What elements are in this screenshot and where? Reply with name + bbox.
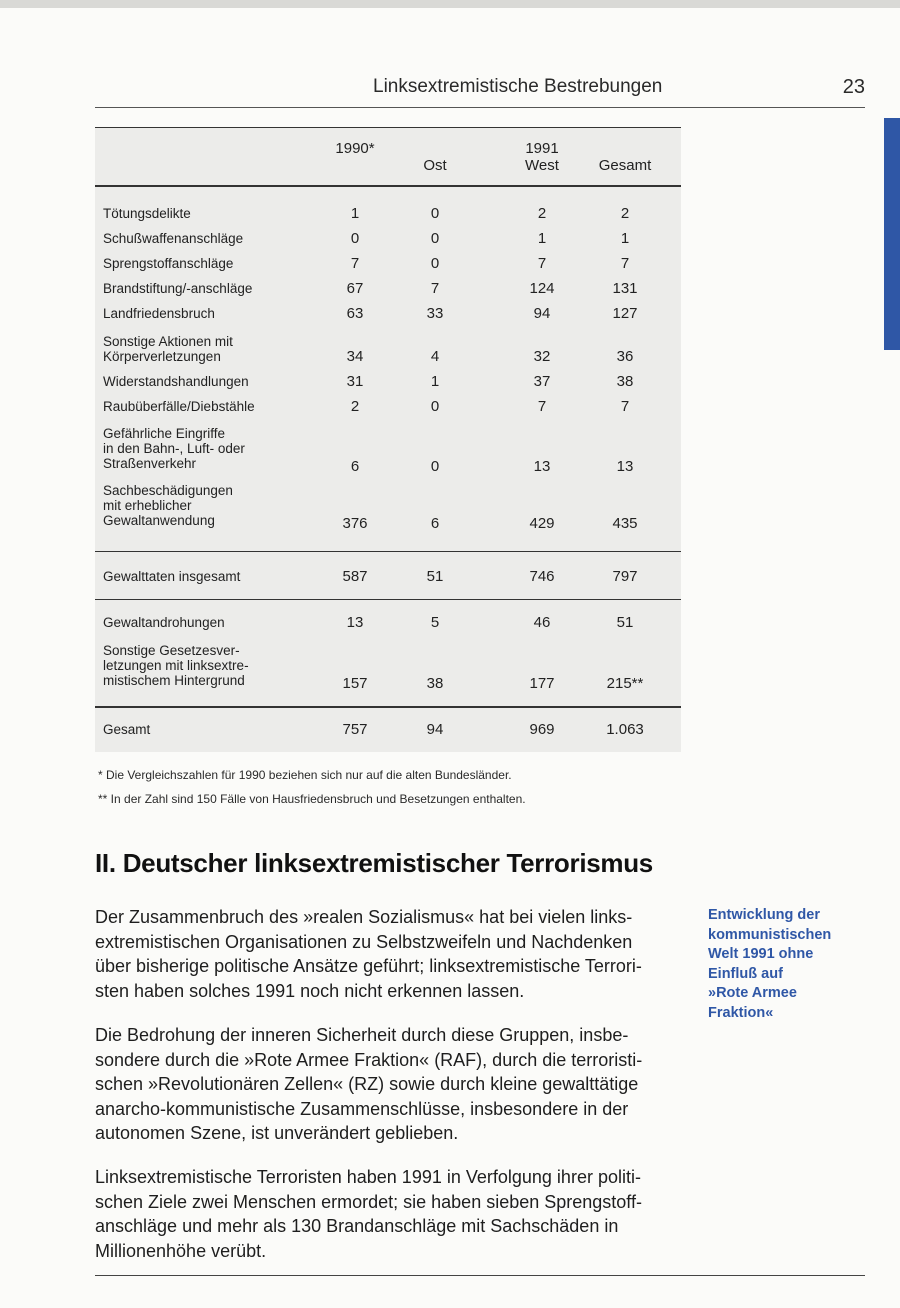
cell-ost: 0 [430, 230, 440, 247]
cell-gesamt: 51 [616, 614, 634, 631]
cell-1990: 63 [346, 305, 364, 322]
header-1990: 1990* [335, 140, 375, 157]
cell-ost: 4 [430, 348, 440, 365]
cell-gesamt: 131 [612, 280, 638, 297]
row-label: Gewaltandrohungen [103, 615, 225, 630]
statistics-table [95, 127, 681, 752]
cell-1990: 2 [350, 398, 360, 415]
cell-gesamt: 13 [616, 458, 634, 475]
cell-west: 32 [533, 348, 551, 365]
cell-1990: 157 [342, 675, 368, 692]
footnote: ** In der Zahl sind 150 Fälle von Hausfriedensbruch und Besetzungen enthalten. [98, 792, 526, 806]
cell-1990: 67 [346, 280, 364, 297]
cell-ost: 94 [426, 721, 444, 738]
cell-1990: 6 [350, 458, 360, 475]
margin-note: Entwicklung der kommunistischen Welt 1991 ohne Einfluß auf »Rote Armee Fraktion« [708, 907, 832, 1021]
cell-gesamt: 7 [620, 255, 630, 272]
section-rule [95, 599, 681, 600]
bottom-divider [95, 1275, 865, 1276]
page-top-strip [0, 0, 900, 8]
footnote: * Die Vergleichszahlen für 1990 beziehen sich nur auf die alten Bundesländer. [98, 768, 512, 782]
header-rule [95, 185, 681, 187]
header-ost: Ost [423, 157, 447, 174]
cell-ost: 0 [430, 398, 440, 415]
cell-west: 13 [533, 458, 551, 475]
cell-1990: 0 [350, 230, 360, 247]
running-header [95, 76, 865, 106]
row-label: Widerstandshandlungen [103, 374, 249, 389]
header-1991: 1991 [525, 140, 559, 157]
cell-west: 2 [537, 205, 547, 222]
row-label: Tötungsdelikte [103, 206, 191, 221]
cell-west: 46 [533, 614, 551, 631]
cell-ost: 33 [426, 305, 444, 322]
cell-1990: 587 [342, 568, 368, 585]
cell-gesamt: 38 [616, 373, 634, 390]
header-gesamt: Gesamt [598, 157, 652, 174]
row-label: Gesamt [103, 722, 151, 737]
cell-west: 1 [537, 230, 547, 247]
cell-gesamt: 127 [612, 305, 638, 322]
cell-west: 746 [529, 568, 555, 585]
cell-1990: 34 [346, 348, 364, 365]
cell-gesamt: 7 [620, 398, 630, 415]
total-rule [95, 706, 681, 708]
cell-ost: 6 [430, 515, 440, 532]
cell-gesamt: 215** [606, 675, 644, 692]
cell-1990: 1 [350, 205, 360, 222]
cell-west: 177 [529, 675, 555, 692]
cell-ost: 38 [426, 675, 444, 692]
cell-ost: 0 [430, 205, 440, 222]
cell-west: 969 [529, 721, 555, 738]
chapter-edge-tab [884, 118, 900, 350]
row-label: Sonstige Gesetzesver- letzungen mit linksextre- mistischem Hintergrund [103, 643, 249, 688]
row-label: Raubüberfälle/Diebstähle [103, 399, 255, 414]
row-label: Sprengstoffanschläge [103, 256, 234, 271]
cell-1990: 376 [342, 515, 368, 532]
row-label: Gewalttaten insgesamt [103, 569, 241, 584]
cell-ost: 1 [430, 373, 440, 390]
cell-gesamt: 435 [612, 515, 638, 532]
section-heading: II. Deutscher linksextremistischer Terrorismus [95, 848, 653, 878]
cell-west: 37 [533, 373, 551, 390]
header-divider [95, 107, 865, 108]
header-west: West [525, 157, 559, 174]
row-label: Sachbeschädigungen mit erheblicher Gewaltanwendung [103, 483, 233, 528]
paragraph: Der Zusammenbruch des »realen Sozialismus« hat bei vielen links- extremistischen Organisationen zu Selbstzweifeln und Nachdenken über bisherige politische Ansätze geführt; linksextremistische Terrori- sten haben solches 1991 noch nicht erkennen lassen. [95, 907, 642, 1001]
cell-1990: 7 [350, 255, 360, 272]
row-label: Schußwaffenanschläge [103, 231, 244, 246]
cell-west: 7 [537, 255, 547, 272]
cell-ost: 7 [430, 280, 440, 297]
page-number: 23 [842, 76, 865, 98]
cell-west: 94 [533, 305, 551, 322]
cell-west: 124 [529, 280, 555, 297]
cell-gesamt: 1 [620, 230, 630, 247]
cell-west: 429 [529, 515, 555, 532]
cell-1990: 757 [342, 721, 368, 738]
running-title: Linksextremistische Bestrebungen [373, 76, 663, 97]
subtotal-rule [95, 551, 681, 552]
row-label: Landfriedensbruch [103, 306, 215, 321]
cell-gesamt: 36 [616, 348, 634, 365]
cell-ost: 0 [430, 255, 440, 272]
row-label: Sonstige Aktionen mit Körperverletzungen [103, 334, 233, 364]
row-label: Brandstiftung/-anschläge [103, 281, 253, 296]
row-label: Gefährliche Eingriffe in den Bahn-, Luft- oder Straßenverkehr [103, 426, 245, 471]
cell-gesamt: 797 [612, 568, 638, 585]
table-top-rule [95, 127, 681, 128]
cell-west: 7 [537, 398, 547, 415]
cell-gesamt: 2 [620, 205, 630, 222]
cell-gesamt: 1.063 [606, 721, 644, 738]
cell-ost: 51 [426, 568, 444, 585]
paragraph: Linksextremistische Terroristen haben 1991 in Verfolgung ihrer politi- schen Ziele zwei Menschen ermordet; sie haben sieben Sprengstoff- anschläge und mehr als 130 Brandanschläge mit Sachschäden in Millionenhöhe verübt. [95, 1167, 642, 1261]
cell-1990: 31 [346, 373, 364, 390]
paragraph: Die Bedrohung der inneren Sicherheit durch diese Gruppen, insbe- sondere durch die »Rote Armee Fraktion« (RAF), durch die terroristi- schen »Revolutionären Zellen« (RZ) sowie durch kleine gewalttätige anarcho-kommunistische Zusammenschlüsse, insbesondere in der autonomen Szene, ist unverändert geblieben. [95, 1025, 643, 1143]
cell-1990: 13 [346, 614, 364, 631]
cell-ost: 0 [430, 458, 440, 475]
cell-ost: 5 [430, 614, 440, 631]
